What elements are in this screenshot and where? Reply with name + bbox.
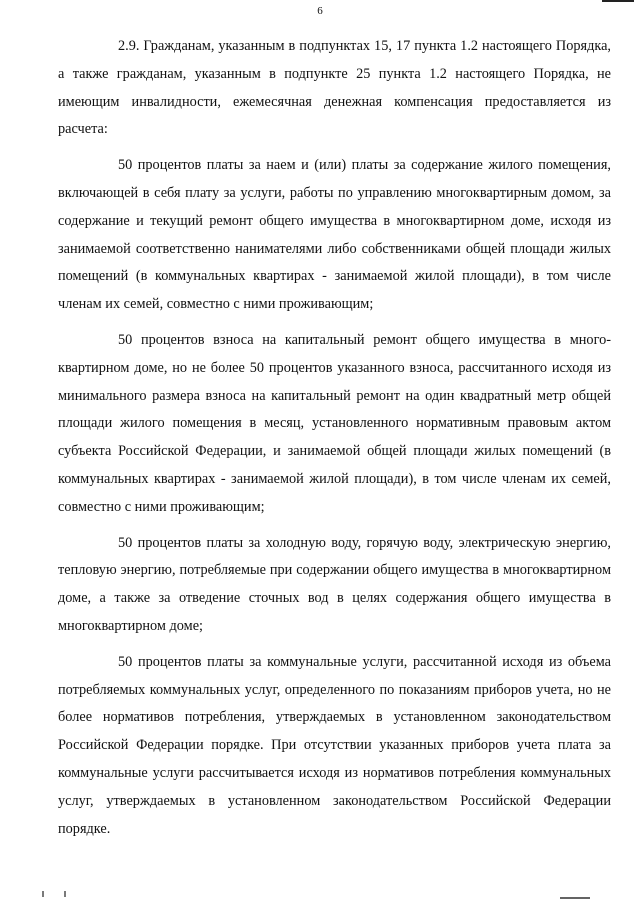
document-body <box>58 33 611 843</box>
paragraph-common-property-utilities: 50 процентов платы за холодную воду, горячую воду, электрическую энергию, тепловую энергию, потребляемые при содержании общего имущества в многоквартирном доме, а также за отведение сточных вод в целях содержания общего имущества в многоквартирном доме; <box>58 534 611 634</box>
paragraph-2-9-intro: 2.9. Гражданам, указанным в подпунктах 15, 17 пункта 1.2 настоящего Порядка, а также гражданам, указанным в подпункте 25 пункта 1.2 настоящего Порядка, не имеющим инвалидности, ежемесячная денежная компенсация предоставляется из расчета: <box>58 38 611 138</box>
scan-artifact-mark <box>560 897 590 899</box>
scan-artifact-mark <box>602 0 634 2</box>
page-number: 6 <box>317 5 323 17</box>
paragraph-utility-services: 50 процентов платы за коммунальные услуги, рассчитанной исходя из объема потребляемых коммунальных услуг, определенного по показаниям приборов учета, но не более нормативов потребления, утверждаемых в установленном законодательством Российской Федерации порядке. При отсутствии указанных приборов учета плата за коммунальные услуги рассчитывается исходя из нормативов потребления коммунальных услуг, утверждаемых в установленном законодательством Российской Федерации порядке. <box>58 653 611 837</box>
paragraph-capital-repair: 50 процентов взноса на капитальный ремонт общего имущества в многоквартирном доме, но не более 50 процентов указанного взноса, рассчитанного исходя из минимального размера взноса на капитальный ремонт на один квадратный метр общей площади жилого помещения в месяц, установленного нормативным правовым актом субъекта Российской Федерации, и занимаемой общей площади жилых помещений (в коммунальных квартирах - занимаемой жилой площади), в том числе членам их семей, совместно с ними проживающим; <box>58 331 611 515</box>
scan-artifact-mark <box>64 891 66 897</box>
scan-artifact-mark <box>42 891 44 897</box>
paragraph-housing-payment: 50 процентов платы за наем и (или) платы за содержание жилого помещения, включающей в себя плату за услуги, работы по управлению многоквартирным домом, за содержание и текущий ремонт общего имущества в многоквартирном доме, исходя из занимаемой соответственно нанимателями либо собственниками общей площади жилых помещений (в коммунальных квартирах - занимаемой жилой площади), в том числе членам их семей, совместно с ними проживающим; <box>58 157 611 313</box>
